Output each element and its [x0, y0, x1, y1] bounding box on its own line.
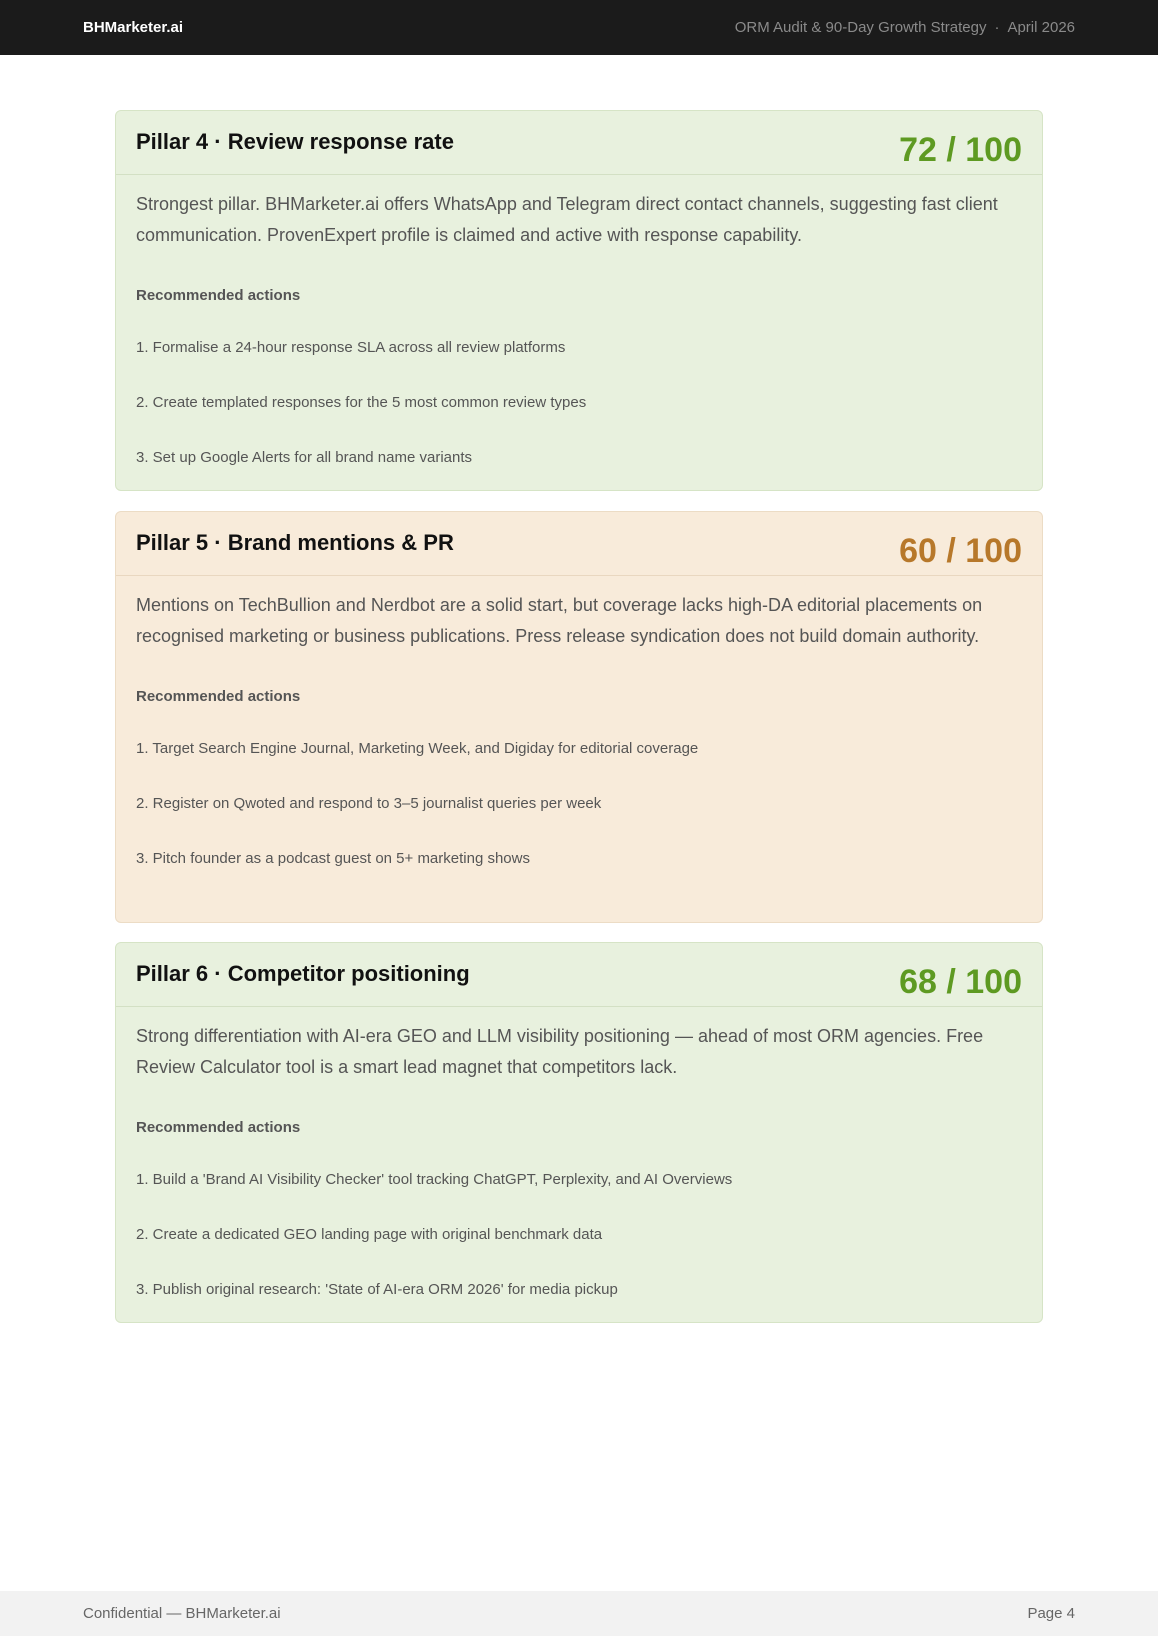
pillar-body: [116, 576, 1042, 867]
pillar-card-6: [115, 942, 1043, 1323]
pillar-description: Mentions on TechBullion and Nerdbot are a solid start, but coverage lacks high-DA editorial placements on recognised marketing or business publications. Press release syndication does not build domain authority.: [136, 595, 983, 646]
pillar-card-header: [116, 111, 1042, 175]
action-item: 2. Create templated responses for the 5 most common review types: [136, 394, 587, 411]
page-footer: [0, 1591, 1158, 1636]
pillar-title: Pillar 6 · Competitor positioning: [136, 961, 470, 986]
recommended-actions-heading: Recommended actions: [136, 1119, 301, 1136]
page-number: Page 4: [1027, 1605, 1075, 1622]
action-item: 2. Register on Qwoted and respond to 3–5 journalist queries per week: [136, 795, 602, 812]
action-item: 3. Pitch founder as a podcast guest on 5+ marketing shows: [136, 850, 530, 867]
action-item: 1. Build a 'Brand AI Visibility Checker' tool tracking ChatGPT, Perplexity, and AI Overviews: [136, 1171, 733, 1188]
pillar-title: Pillar 4 · Review response rate: [136, 129, 454, 154]
action-item: 2. Create a dedicated GEO landing page with original benchmark data: [136, 1226, 603, 1243]
brand-name: BHMarketer.ai: [83, 19, 184, 36]
header-meta: [735, 19, 1075, 36]
action-item: 1. Formalise a 24-hour response SLA across all review platforms: [136, 339, 566, 356]
footer-confidential: Confidential — BHMarketer.ai: [83, 1605, 281, 1622]
action-item: 1. Target Search Engine Journal, Marketing Week, and Digiday for editorial coverage: [136, 740, 699, 757]
recommended-actions-heading: Recommended actions: [136, 287, 301, 304]
pillar-score: 68 / 100: [899, 963, 1022, 1001]
actions-list: [136, 740, 1022, 867]
recommended-actions-heading: Recommended actions: [136, 688, 301, 705]
actions-list: [136, 339, 1022, 466]
doc-date: April 2026: [1007, 19, 1075, 36]
pillar-body: [116, 1007, 1042, 1298]
header-separator: ·: [994, 19, 1000, 36]
pillar-card-header: [116, 512, 1042, 576]
action-item: 3. Publish original research: 'State of AI-era ORM 2026' for media pickup: [136, 1281, 618, 1298]
action-item: 3. Set up Google Alerts for all brand name variants: [136, 449, 473, 466]
pillar-description: Strong differentiation with AI-era GEO and LLM visibility positioning — ahead of most ORM agencies. Free Review Calculator tool is a smart lead magnet that competitors lack.: [136, 1026, 984, 1077]
pillar-description: Strongest pillar. BHMarketer.ai offers WhatsApp and Telegram direct contact channels, suggesting fast client communication. ProvenExpert profile is claimed and active with response capability.: [136, 194, 998, 245]
pillar-body: [116, 175, 1042, 466]
actions-list: [136, 1171, 1022, 1298]
pillar-card-4: [115, 110, 1043, 491]
pillar-score: 72 / 100: [899, 131, 1022, 169]
pillar-card-header: [116, 943, 1042, 1007]
pillar-card-5: [115, 511, 1043, 923]
pillar-title: Pillar 5 · Brand mentions & PR: [136, 530, 454, 555]
doc-title: ORM Audit & 90-Day Growth Strategy: [734, 19, 987, 36]
page-header: [0, 0, 1158, 55]
pillar-score: 60 / 100: [899, 532, 1022, 570]
